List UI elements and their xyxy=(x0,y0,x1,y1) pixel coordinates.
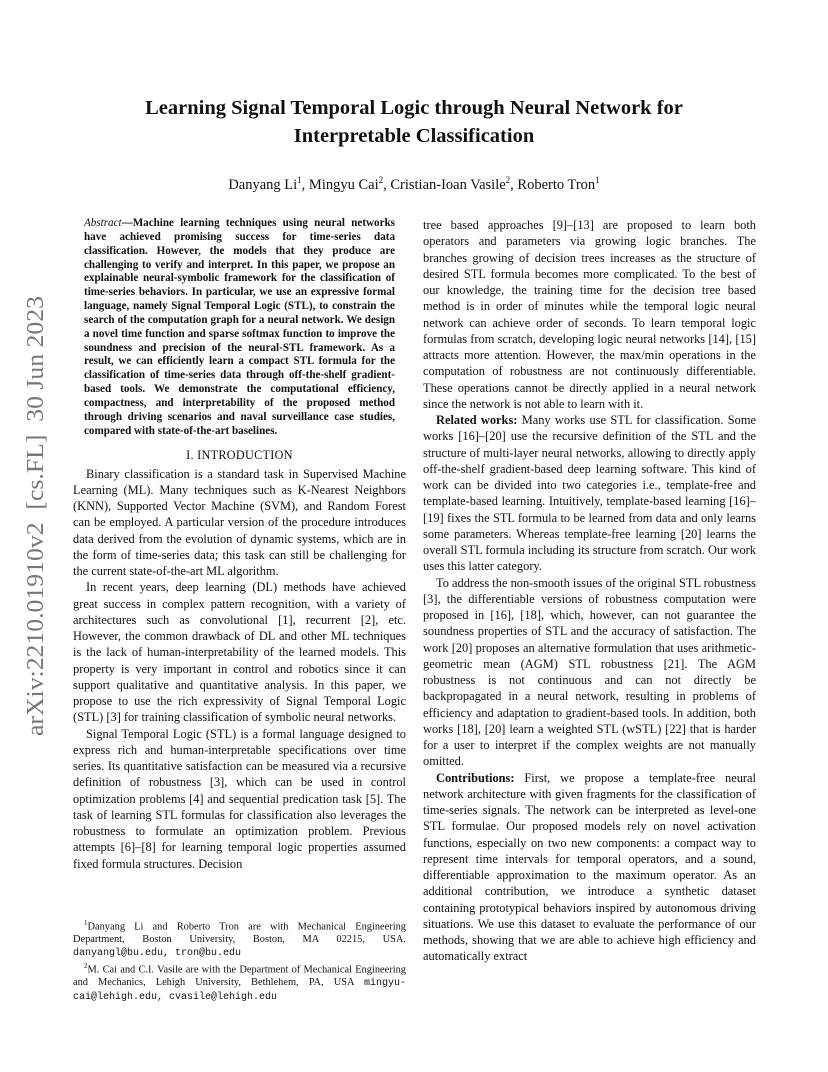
contributions-label: Contributions: xyxy=(436,770,515,785)
contributions-paragraph xyxy=(423,770,756,965)
body-paragraph: Binary classification is a standard task in Supervised Machine Learning (ML). Many techniques such as K-Nearest Neighbors (KNN), Supported Vector Machine (SVM), and Random Forest can be employed. A particular version of the procedure introduces data derived from the evolution of dynamic systems, which are in the form of time-series data; this task can still be challenging for the current state-of-the-art ML algorithm. xyxy=(73,466,406,578)
footnote-mark: 2 xyxy=(84,962,88,971)
author-list: Danyang Li$^1$, Mingyu Cai$^2$, Cristian-Ioan Vasile$^2$, Roberto Tron$^1$ xyxy=(228,175,600,193)
author-name: Mingyu Cai xyxy=(308,176,379,193)
arxiv-identifier-text: arXiv:2210.01910v2 [cs.FL] 30 Jun 2023 xyxy=(22,316,49,736)
author-affiliation-mark: 2 xyxy=(505,175,511,185)
author-affiliation-mark: 1 xyxy=(297,175,302,185)
footnote-emails: mingyu-cai@lehigh.edu, cvasile@lehigh.edu xyxy=(73,978,406,1003)
body-paragraph: tree based approaches [9]–[13] are proposed to learn both operators and parameters via growing logic branches. The branches growing of decision trees increases as the structure of desired STL formula becomes more complicated. To the best of our knowledge, the training time for the decision tree based method is in order of minutes while the temporal logic neural network can achieve order of seconds. To learn temporal logic formulas from scratch, developing logic neural networks [14], [15] attracts more attention. However, the max/min operations in the computation of robustness are not continuously differentiable. These operations cannot be directly applied in a neural network since the network is not able to learn with it. xyxy=(423,218,756,411)
abstract-dash: — xyxy=(121,217,133,229)
body-paragraph: To address the non-smooth issues of the original STL robustness [3], the differentiable versions of robustness computation were proposed in [16], [18], which, however, can not guarantee the soundness properties of STL and the accuracy of satisfaction. The work [20] proposes an alternative formulation that uses arithmetic-geometric mean (AGM) STL robustness [21]. The AGM robustness is not continuous and can not directly be backpropagated in a neural network, resulting in problems of efficiency and adaptation to gradient-based tools. In addition, both works [18], [20] learn a weighted STL (wSTL) [22] that is harder for a user to interpret if the complex weights are not manually omitted. xyxy=(423,575,756,769)
author-name: Roberto Tron xyxy=(517,176,596,193)
author-affiliation-mark: 2 xyxy=(378,175,384,185)
footnote-text: Danyang Li and Roberto Tron are with Mechanical Engineering Department, Boston University, Boston, MA 02215, USA. xyxy=(73,921,406,946)
related-works-label: Related works: xyxy=(436,413,518,427)
related-works-paragraph xyxy=(423,412,756,575)
arxiv-identifier xyxy=(22,296,50,736)
author-name: Danyang Li xyxy=(228,176,298,193)
footnote-emails: danyangl@bu.edu, tron@bu.edu xyxy=(73,947,242,959)
abstract-label: Abstract xyxy=(84,217,122,229)
footnote xyxy=(73,960,406,1004)
body-paragraph: In recent years, deep learning (DL) methods have achieved great success in complex pattern recognition, with a variety of architectures such as convolutional [1], recurrent [2], etc. However, the common drawback of DL and other ML techniques is the lack of human-interpretability of the learned models. This property is very important in control and robotics since it can support qualitative and quantitative analysis. In this paper, we propose to use the rich expressivity of Signal Temporal Logic (STL) [3] for training classification of symbolic neural networks. xyxy=(73,580,406,725)
related-works-text: Many works use STL for classification. Some works [16]–[20] use the recursive definition of the STL and the structure of multi-layer neural networks, allowing to directly apply off-the-shelf gradient-based deep learning software. This kind of work can be divided into two categories i.e., template-free and template-based learning. Intuitively, template-based learning [16]–[19] fixes the STL formula to be learned from data and only learns some parameters. Whereas template-free learning [20] learns the overall STL formula including its structure from scratch. Our work uses this latter category. xyxy=(423,413,757,574)
author-affiliation-mark: 1 xyxy=(595,175,600,185)
right-column xyxy=(423,217,756,965)
left-column xyxy=(73,217,406,872)
footnote-mark: 1 xyxy=(84,919,88,927)
abstract-text: Machine learning techniques using neural networks have achieved promising success for time-series data classification. However, the models that they produce are challenging to verify and interpret. In this paper, we propose an explainable neural-symbolic framework for the classification of time-series behaviors. In particular, we use an expressive formal language, namely Signal Temporal Logic (STL), to constrain the search of the computation graph for a neural network. We design a novel time function and sparse softmax function to improve the soundness and precision of the neural-STL framework. As a result, we can efficiently learn a compact STL formula for the classification of time-series data through off-the-shelf gradient-based tools. We demonstrate the computational efficiency, compactness, and interpretability of the proposed method through driving scenarios and naval surveillance case studies, compared with state-of-the-art baselines. xyxy=(84,217,395,437)
footnote xyxy=(73,917,406,960)
section-heading: I. INTRODUCTION xyxy=(186,447,293,462)
contributions-text: First, we propose a template-free neural network architecture with given fragments for the classification of time-series signals. The network can be interpreted as level-one STL formulae. Our proposed models rely on novel activation functions, especially on two new components: a compact way to represent time intervals for temporal operators, and a sound, differentiable approximation to the maximum operator. As an additional contribution, we introduce a synthetic dataset containing prototypical behaviors inspired by autonomous driving situations. We use this dataset to evaluate the performance of our methods, showing that we are able to achieve high efficiency and automatically extract xyxy=(423,770,756,964)
abstract xyxy=(73,217,406,439)
footnotes xyxy=(73,917,406,1005)
paper-title: Learning Signal Temporal Logic through Neural Network for Interpretable Classification xyxy=(145,97,683,147)
author-name: Cristian-Ioan Vasile xyxy=(390,176,506,193)
footnote-text: M. Cai and C.I. Vasile are with the Department of Mechanical Engineering and Mechanics, Lehigh University, Bethlehem, PA, USA xyxy=(73,964,406,989)
body-paragraph: Signal Temporal Logic (STL) is a formal language designed to express rich and human-interpretable specifications over time series. Its quantitative satisfaction can be measured via a recursive definition of robustness [3], which can be used in control optimization problems [4] and sequential predication task [5]. The task of learning STL formulas for classification also leverages the robustness to formulate an optimization problem. Previous attempts [6]–[8] for learning temporal logic properties assumed fixed formula structures. Decision xyxy=(73,726,406,871)
